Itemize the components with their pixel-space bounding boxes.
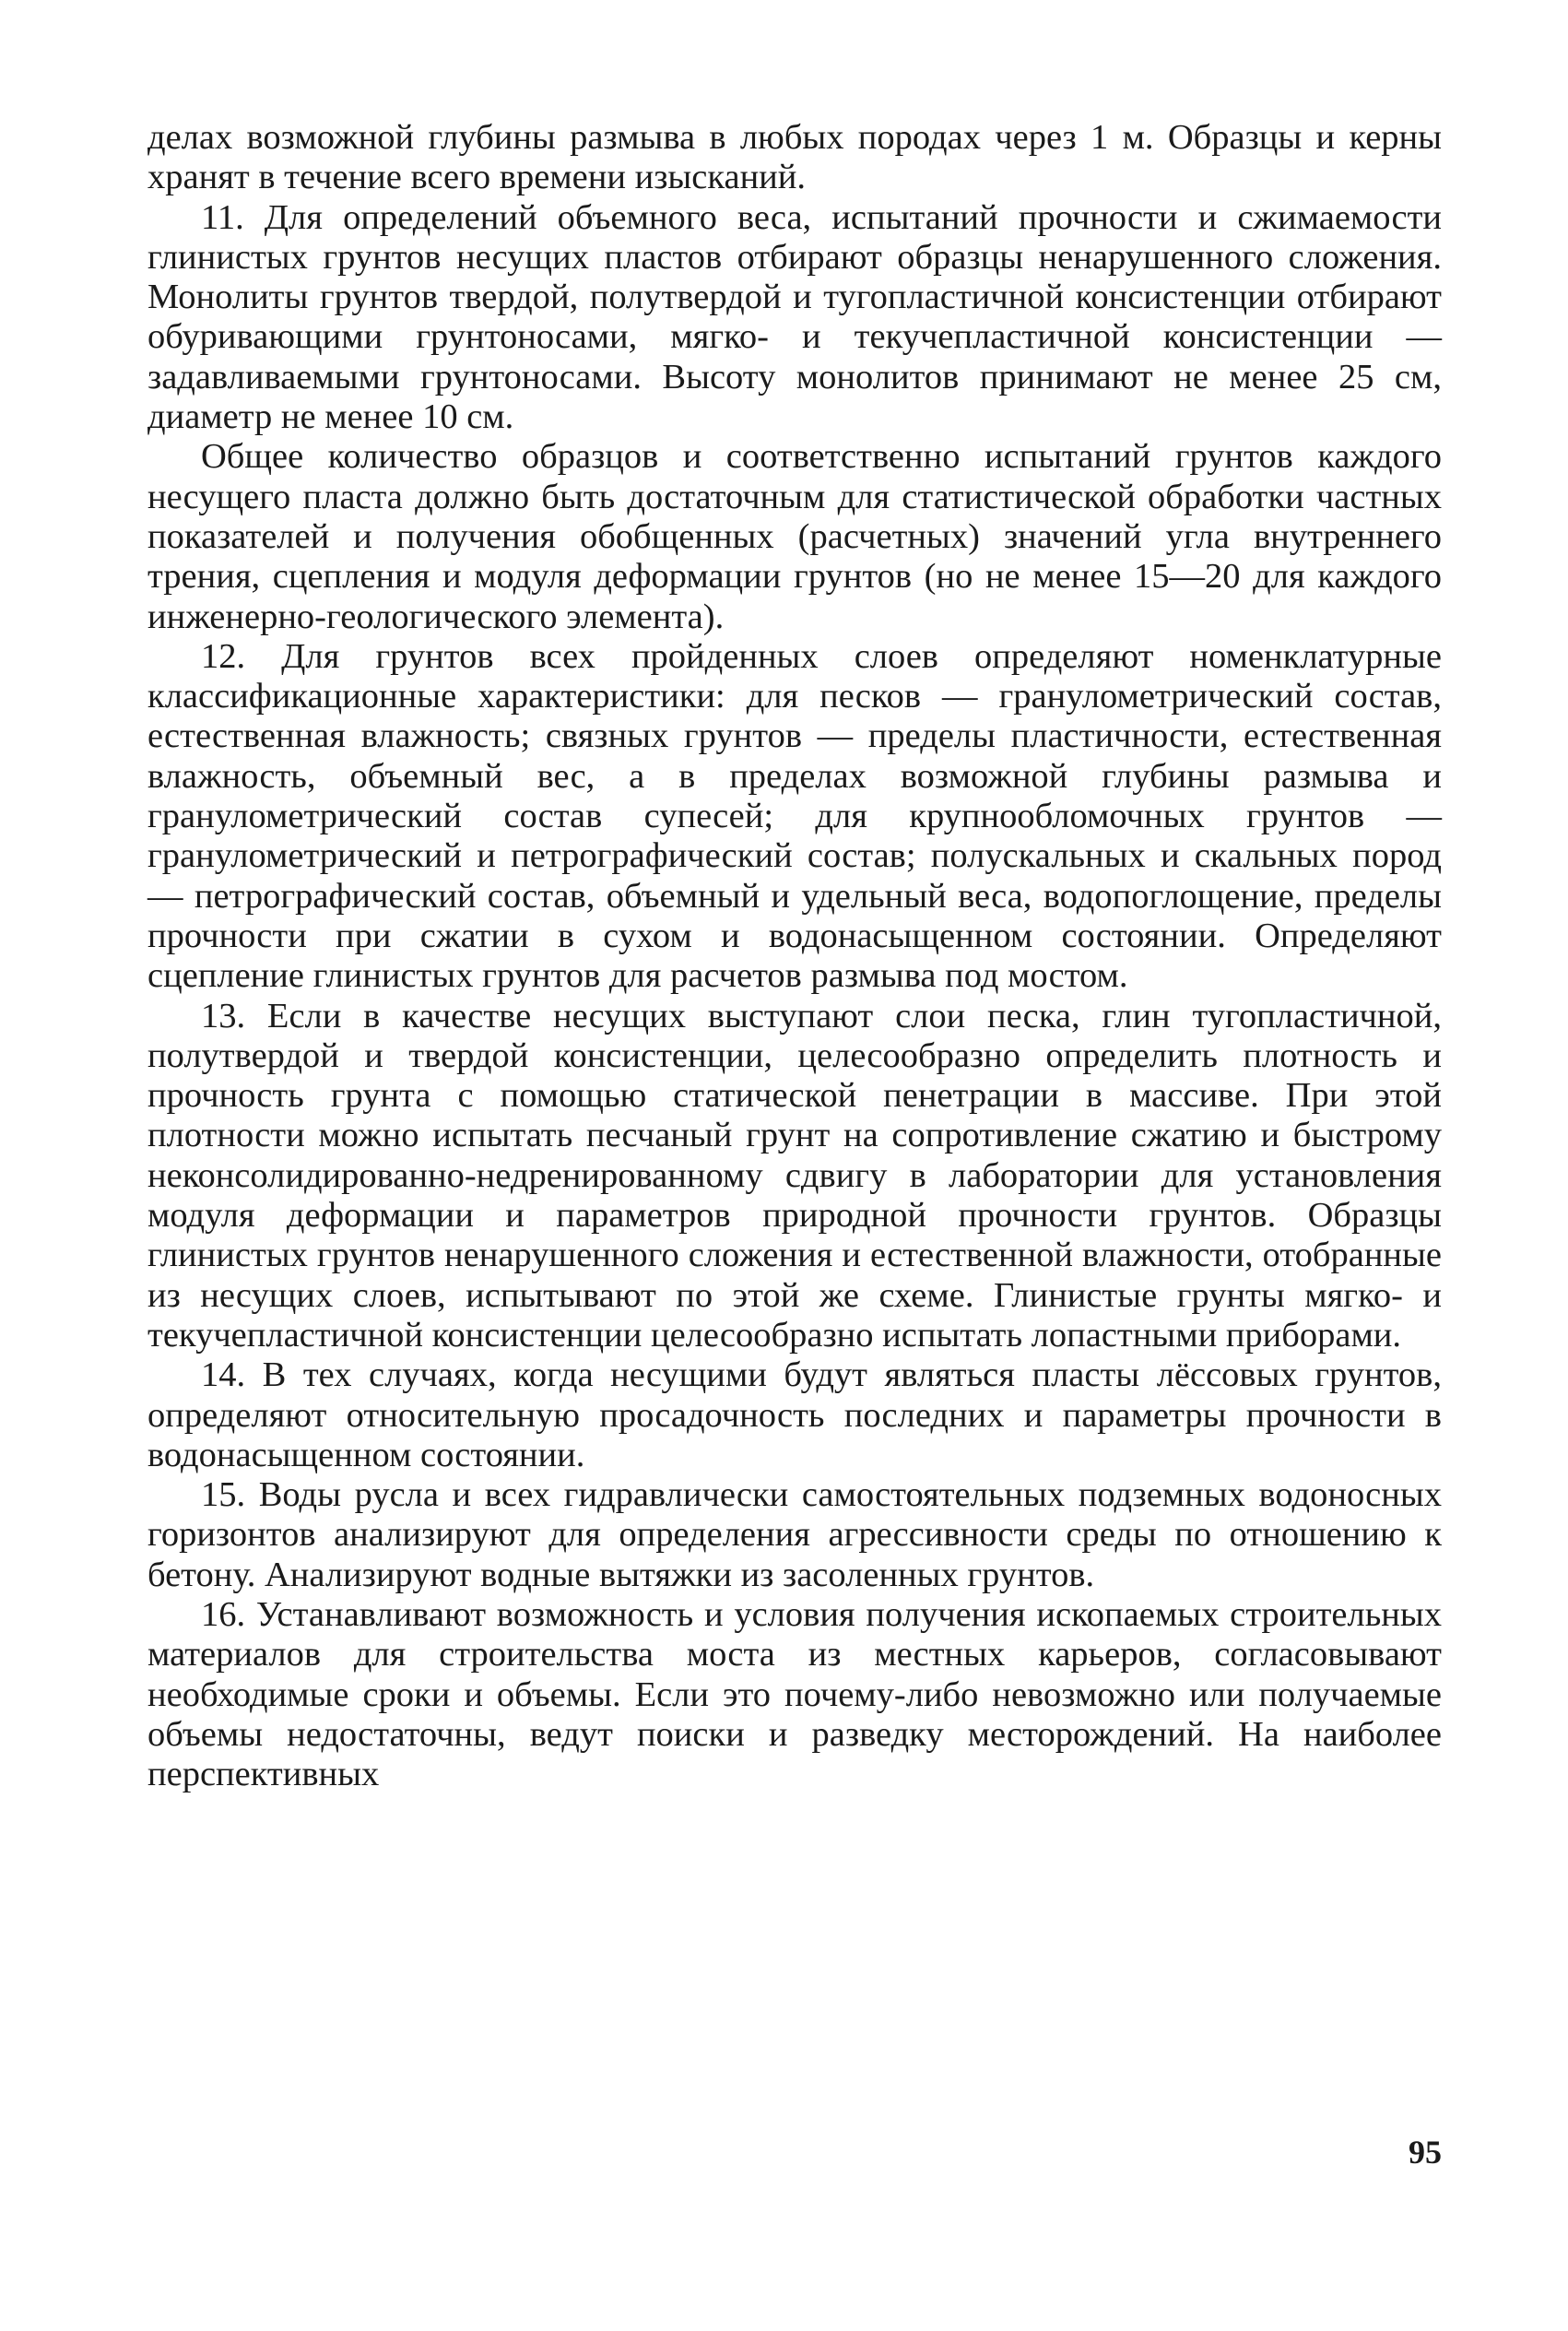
paragraph-item-16: 16. Устанавливают возможность и условия получения ископаемых строительных материалов для строительства моста из местных карьеров, согласовывают необходимые сроки и объемы. Если это почему-либо невозможно или получаемые объемы недостаточны, ведут поиски и разведку месторождений. На наиболее перспективных bbox=[147, 1594, 1442, 1794]
paragraph-item-15: 15. Воды русла и всех гидравлически самостоятельных подземных водоносных горизонтов анализируют для определения агрессивности среды по отношению к бетону. Анализируют водные вытяжки из засоленных грунтов. bbox=[147, 1475, 1442, 1594]
paragraph-item-14: 14. В тех случаях, когда несущими будут являться пласты лёссовых грунтов, определяют относительную просадочность последних и параметры прочности в водонасыщенном состоянии. bbox=[147, 1355, 1442, 1474]
paragraph-sample-count: Общее количество образцов и соответственно испытаний грунтов каждого несущего пласта должно быть достаточным для статистической обработки частных показателей и получения обобщенных (расчетных) значений угла внутреннего трения, сцепления и модуля деформации грунтов (но не менее 15—20 для каждого инженерно-геологического элемента). bbox=[147, 437, 1442, 636]
page-body bbox=[147, 118, 1442, 1794]
paragraph-item-13: 13. Если в качестве несущих выступают слои песка, глин тугопластичной, полутвердой и твердой консистенции, целесообразно определить плотность и прочность грунта с помощью статической пенетрации в массиве. При этой плотности можно испытать песчаный грунт на сопротивление сжатию и быстрому неконсолидированно-недренированному сдвигу в лаборатории для установления модуля деформации и параметров природной прочности грунтов. Образцы глинистых грунтов ненарушенного сложения и естественной влажности, отобранные из несущих слоев, испытывают по этой же схеме. Глинистые грунты мягко- и текучепластичной консистенции целесообразно испытать лопастными приборами. bbox=[147, 996, 1442, 1355]
page-number: 95 bbox=[1409, 2134, 1442, 2171]
paragraph-item-11: 11. Для определений объемного веса, испытаний прочности и сжимаемости глинистых грунтов несущих пластов отбирают образцы ненарушенного сложения. Монолиты грунтов твердой, полутвердой и тугопластичной консистенции отбирают обуривающими грунтоносами, мягко- и текучепластичной консистенции — задавливаемыми грунтоносами. Высоту монолитов принимают не менее 25 см, диаметр не менее 10 см. bbox=[147, 197, 1442, 437]
paragraph-item-12: 12. Для грунтов всех пройденных слоев определяют номенклатурные классификационные характеристики: для песков — гранулометрический состав, естественная влажность; связных грунтов — пределы пластичности, естественная влажность, объемный вес, а в пределах возможной глубины размыва и гранулометрический состав супесей; для крупнообломочных грунтов — гранулометрический и петрографический состав; полускальных и скальных пород — петрографический состав, объемный и удельный веса, водопоглощение, пределы прочности при сжатии в сухом и водонасыщенном состоянии. Определяют сцепление глинистых грунтов для расчетов размыва под мостом. bbox=[147, 636, 1442, 996]
paragraph-continuation: делах возможной глубины размыва в любых породах через 1 м. Образцы и керны хранят в течение всего времени изысканий. bbox=[147, 118, 1442, 197]
